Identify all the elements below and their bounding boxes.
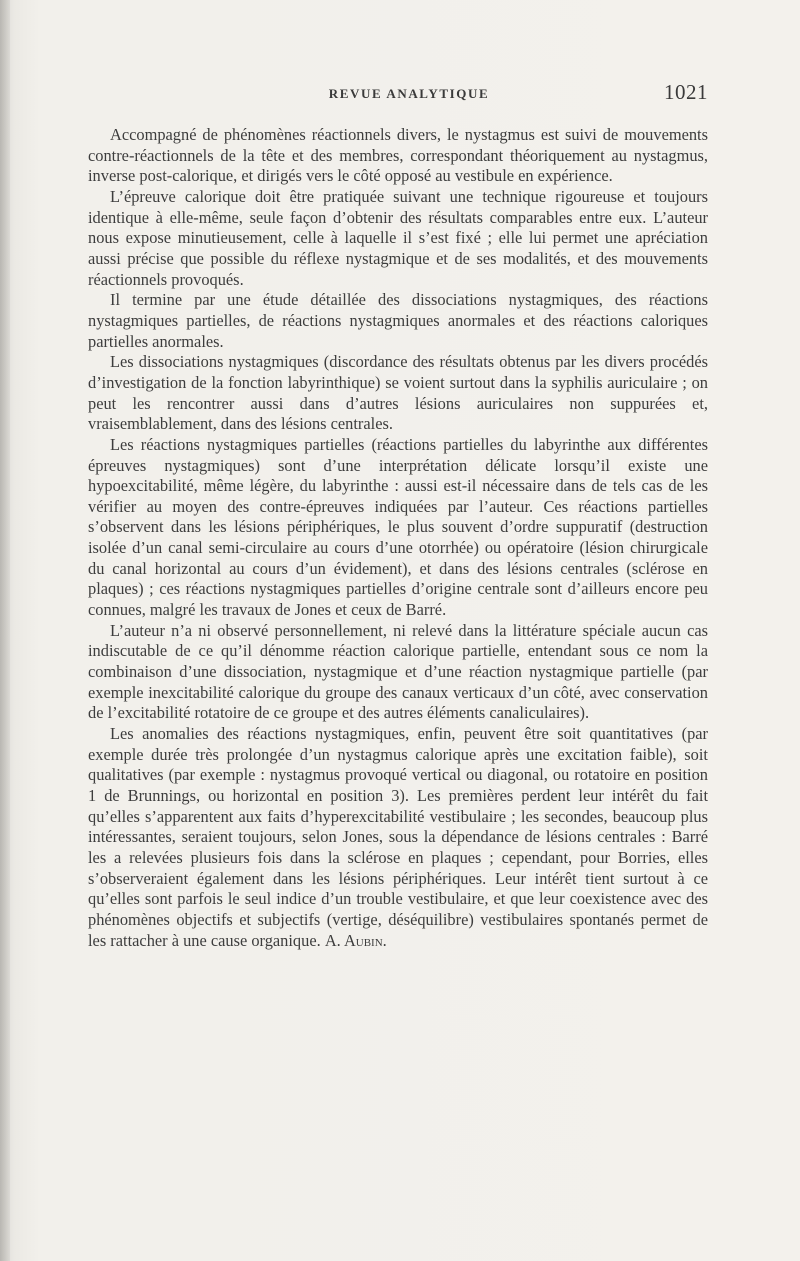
paragraph: Les dissociations nystagmiques (discordance des résultats obtenus par les divers procédés d’investigation de la fonction labyrinthique) se voient surtout dans la syphilis auriculaire ; on peut les rencontrer aussi dans d’autres lésions auriculaires non suppurées et, vraisemblablement, dans des lésions centrales. — [88, 352, 708, 434]
paragraph: Les réactions nystagmiques partielles (réactions partielles du labyrinthe aux différentes épreuves nystagmiques) sont d’une interprétation délicate lorsqu’il existe une hypoexcitabilité, même légère, du labyrinthe : aussi est-il nécessaire dans de tels cas de les vérifier au moyen des contre-épreuves indiquées par l’auteur. Ces réactions partielles s’observent dans les lésions périphériques, le plus souvent d’ordre suppuratif (destruction isolée d’un canal semi-circulaire au cours d’une otorrhée) ou opératoire (lésion chirurgicale du canal horizontal au cours d’un évidement), et dans des lésions centrales (sclérose en plaques) ; ces réactions nystagmiques partielles d’origine centrale sont d’ailleurs encore peu connues, malgré les travaux de Jones et ceux de Barré. — [88, 434, 708, 620]
last-paragraph — [88, 724, 708, 951]
page-spine-shadow — [0, 0, 10, 1261]
paragraph: Accompagné de phénomènes réactionnels divers, le nystagmus est suivi de mouvements contre-réactionnels de la tête et des membres, correspondant théoriquement au nystagmus, inverse post-calorique, et dirigés vers le côté opposé au vestibule en expérience. — [88, 125, 708, 186]
journal-title: REVUE ANALYTIQUE — [328, 86, 490, 101]
paragraph: Il termine par une étude détaillée des dissociations nystagmiques, des réactions nystagmiques partielles, de réactions nystagmiques anormales et des réactions caloriques partielles anormales. — [88, 290, 708, 351]
author-signature: A. Aubin. — [324, 930, 387, 950]
paragraph-text: Les anomalies des réactions nystagmiques, enfin, peuvent être soit quantitatives (par exemple durée très prolongée d’un nystagmus calorique après une excitation faible), soit qualitatives (par exemple : nystagmus provoqué vertical ou diagonal, ou rotatoire en position 1 de Brunnings, ou horizontal en position 3). Les premières perdent leur intérêt du fait qu’elles s’apparentent aux faits d’hyperexcitabilité vestibulaire ; les secondes, beaucoup plus intéressantes, seraient toujours, selon Jones, sous la dépendance de lésions centrales : Barré les a relevées plusieurs fois dans la sclérose en plaques ; cependant, pour Borries, elles s’observeraient également dans les lésions périphériques. Leur intérêt tient surtout à ce qu’elles sont parfois le seul indice d’un trouble vestibulaire, et que leur coexistence avec des phénomènes objectifs et subjectifs (vertige, déséquilibre) vestibulaires spontanés permet de les rattacher à une cause organique. — [88, 724, 708, 950]
page-number: 1021 — [664, 80, 708, 104]
paragraph: L’auteur n’a ni observé personnellement, ni relevé dans la littérature spéciale aucun cas indiscutable de ce qu’il dénomme réaction calorique partielle, entendant sous ce nom la combinaison d’une dissociation, nystagmique et d’une réaction nystagmique partielle (par exemple inexcitabilité calorique du groupe des canaux verticaux d’un côté, avec conservation de l’excitabilité rotatoire de ce groupe et des autres éléments canaliculaires). — [88, 620, 708, 723]
article-body — [88, 125, 708, 951]
paragraph: L’épreuve calorique doit être pratiquée suivant une technique rigoureuse et toujours identique à elle-même, seule façon d’obtenir des résultats comparables entre eux. L’auteur nous expose minutieusement, celle à laquelle il s’est fixé ; elle lui permet une apréciation aussi précise que possible du réflexe nystagmique et de ses modalités, et des mouvements réactionnels provoqués. — [88, 186, 708, 289]
running-head — [110, 80, 708, 104]
